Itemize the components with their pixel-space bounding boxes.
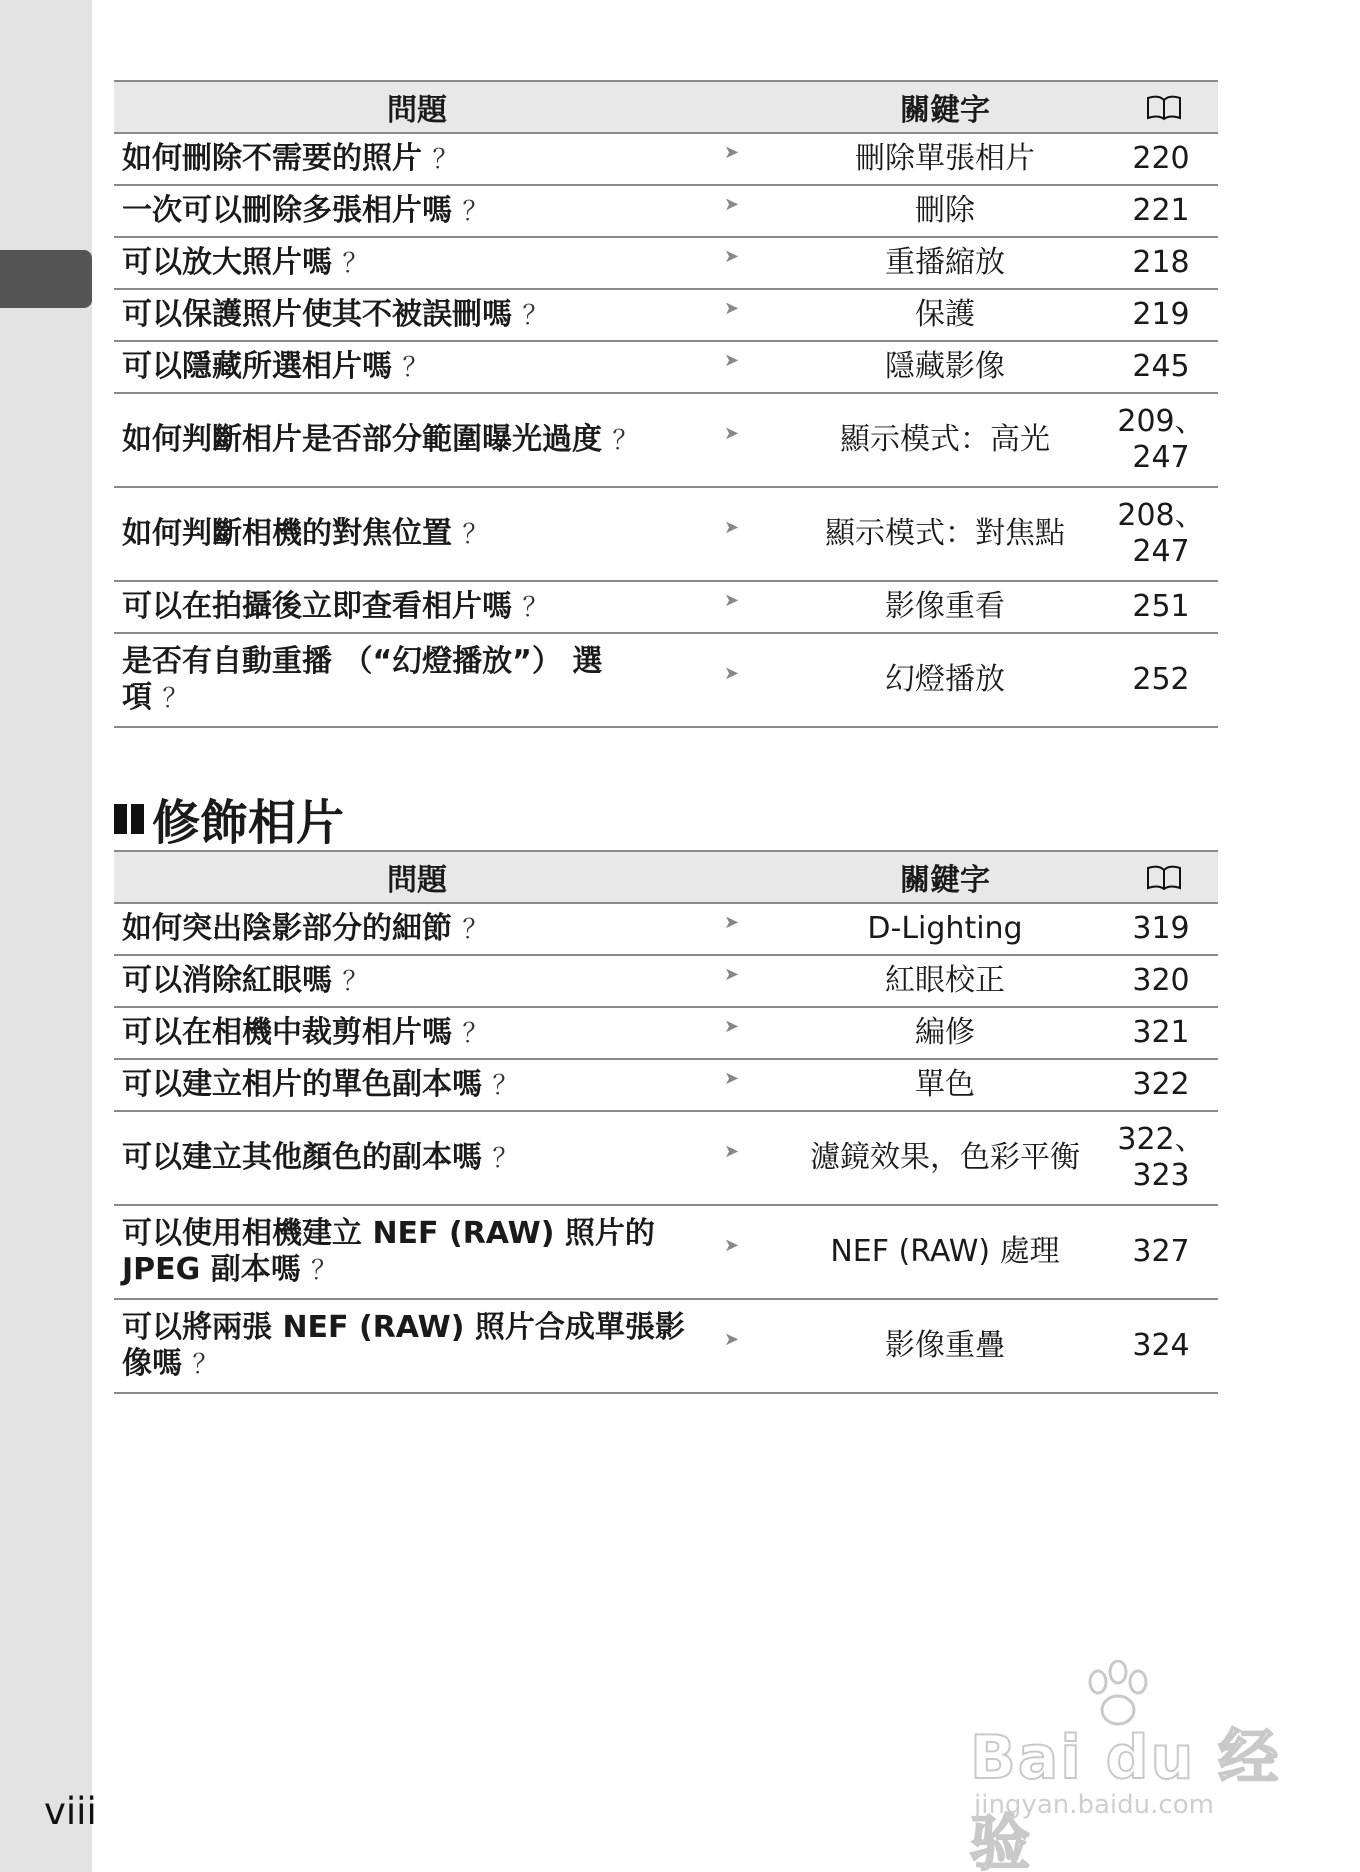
keyword-cell (780, 1007, 1110, 1059)
question-text: 可以放大照片嗎 (122, 244, 332, 280)
retouch-faq-table (114, 850, 1218, 1394)
keyword-text: D-Lighting (867, 911, 1023, 946)
question-text: 可以保護照片使其不被誤刪嗎 (122, 296, 512, 332)
section-title: 修飾相片 (152, 795, 345, 851)
arrow-cell (720, 289, 780, 341)
question-cell (114, 1007, 720, 1059)
question-text: 可以使用相機建立 NEF (RAW) 照片的 (122, 1215, 655, 1251)
table-header-row (114, 851, 1218, 903)
arrow-icon: ➤ (724, 912, 740, 933)
keyword-cell (780, 581, 1110, 633)
page-cell[interactable] (1110, 633, 1218, 727)
question-text: 項 (122, 679, 152, 715)
page-cell[interactable] (1110, 1299, 1218, 1393)
section-heading (114, 784, 344, 853)
keyword-text: 顯示模式：高光 (840, 422, 1050, 457)
keyword-cell (780, 289, 1110, 341)
question-cell (114, 185, 720, 237)
page-ref: 220 (1132, 141, 1190, 176)
keyword-text: 隱藏影像 (885, 349, 1005, 384)
question-text: 如何刪除不需要的照片 (122, 140, 422, 176)
keyword-text: 影像重看 (885, 589, 1005, 624)
page-cell[interactable] (1110, 1007, 1218, 1059)
arrow-icon: ➤ (724, 663, 740, 684)
arrow-cell (720, 487, 780, 581)
table-row (114, 1007, 1218, 1059)
page-ref: 320 (1132, 963, 1190, 998)
question-cell (114, 393, 720, 487)
arrow-icon: ➤ (724, 590, 740, 611)
table-row (114, 487, 1218, 581)
page-cell[interactable] (1110, 1111, 1218, 1205)
arrow-icon: ➤ (724, 964, 740, 985)
arrow-icon: ➤ (724, 1141, 740, 1162)
keyword-header: 關鍵字 (780, 851, 1110, 903)
keyword-text: 編修 (915, 1015, 975, 1050)
page-ref: 323 (1132, 1158, 1190, 1193)
table-row (114, 581, 1218, 633)
table-row (114, 133, 1218, 185)
arrow-cell (720, 1059, 780, 1111)
question-text: 可以建立相片的單色副本嗎 (122, 1066, 482, 1102)
keyword-text: 刪除 (915, 193, 975, 228)
keyword-text: 紅眼校正 (885, 963, 1005, 998)
keyword-cell (780, 487, 1110, 581)
arrow-cell (720, 133, 780, 185)
keyword-cell (780, 237, 1110, 289)
table-row (114, 1205, 1218, 1299)
keyword-cell (780, 185, 1110, 237)
page-ref: 219 (1132, 297, 1190, 332)
question-cell (114, 1111, 720, 1205)
page-ref: 322、 (1117, 1122, 1205, 1157)
arrow-header (720, 851, 780, 903)
arrow-icon: ➤ (724, 246, 740, 267)
question-cell (114, 133, 720, 185)
page-cell[interactable] (1110, 1059, 1218, 1111)
page-cell[interactable] (1110, 1205, 1218, 1299)
arrow-icon: ➤ (724, 298, 740, 319)
page-ref: 209、 (1117, 404, 1205, 439)
question-mark: ？ (432, 144, 459, 175)
page-header (1110, 81, 1218, 133)
question-text: 像嗎 (122, 1345, 182, 1381)
question-cell (114, 237, 720, 289)
question-text: 是否有自動重播 （“幻燈播放”） 選 (122, 643, 603, 679)
table-row (114, 1111, 1218, 1205)
arrow-cell (720, 185, 780, 237)
question-mark: ？ (522, 300, 549, 331)
arrow-icon: ➤ (724, 1016, 740, 1037)
arrow-cell (720, 1205, 780, 1299)
question-cell (114, 1299, 720, 1393)
arrow-cell (720, 1007, 780, 1059)
page-cell[interactable] (1110, 581, 1218, 633)
table-row (114, 393, 1218, 487)
question-text: 可以隱藏所選相片嗎 (122, 348, 392, 384)
arrow-header (720, 81, 780, 133)
table-row (114, 341, 1218, 393)
arrow-cell (720, 393, 780, 487)
keyword-text: 影像重疊 (885, 1328, 1005, 1363)
page-ref: 251 (1132, 589, 1190, 624)
book-icon (1146, 860, 1182, 895)
arrow-cell (720, 341, 780, 393)
page-cell[interactable] (1110, 393, 1218, 487)
question-mark: ？ (522, 592, 549, 623)
page-ref: 321 (1132, 1015, 1190, 1050)
keyword-cell (780, 1205, 1110, 1299)
page-ref: 322 (1132, 1067, 1190, 1102)
keyword-cell (780, 393, 1110, 487)
page-cell[interactable] (1110, 185, 1218, 237)
keyword-cell (780, 1111, 1110, 1205)
watermark-url: jingyan.baidu.com (974, 1790, 1214, 1820)
chapter-tab (0, 250, 92, 308)
arrow-icon: ➤ (724, 194, 740, 215)
question-mark: ？ (192, 1349, 219, 1380)
keyword-text: NEF (RAW) 處理 (830, 1234, 1060, 1269)
arrow-cell (720, 955, 780, 1007)
question-mark: ？ (492, 1070, 519, 1101)
question-cell (114, 487, 720, 581)
keyword-text: 顯示模式：對焦點 (825, 516, 1065, 551)
book-icon (1146, 90, 1182, 125)
question-cell (114, 1205, 720, 1299)
question-cell (114, 955, 720, 1007)
arrow-icon: ➤ (724, 350, 740, 371)
keyword-text: 單色 (915, 1067, 975, 1102)
arrow-icon: ➤ (724, 1235, 740, 1256)
page-ref: 245 (1132, 349, 1190, 384)
keyword-text: 濾鏡效果，色彩平衡 (810, 1140, 1080, 1175)
question-text: 可以將兩張 NEF (RAW) 照片合成單張影 (122, 1309, 685, 1345)
question-mark: ？ (462, 1018, 489, 1049)
question-text: 可以建立其他顏色的副本嗎 (122, 1139, 482, 1175)
question-cell (114, 903, 720, 955)
table-header-row (114, 81, 1218, 133)
keyword-header: 關鍵字 (780, 81, 1110, 133)
table-row (114, 633, 1218, 727)
page-cell[interactable] (1110, 289, 1218, 341)
question-mark: ？ (492, 1143, 519, 1174)
question-mark: ？ (162, 683, 189, 714)
page-cell[interactable] (1110, 133, 1218, 185)
question-text: 可以消除紅眼嗎 (122, 962, 332, 998)
question-cell (114, 581, 720, 633)
page-ref: 324 (1132, 1328, 1190, 1363)
keyword-text: 刪除單張相片 (855, 141, 1035, 176)
arrow-icon: ➤ (724, 1068, 740, 1089)
question-text: 一次可以刪除多張相片嗎 (122, 192, 452, 228)
keyword-cell (780, 955, 1110, 1007)
question-mark: ？ (612, 425, 639, 456)
page-header (1110, 851, 1218, 903)
question-mark: ？ (342, 248, 369, 279)
page-ref: 221 (1132, 193, 1190, 228)
arrow-icon: ➤ (724, 423, 740, 444)
page-ref: 252 (1132, 662, 1190, 697)
page-ref: 218 (1132, 245, 1190, 280)
question-text: 如何判斷相片是否部分範圍曝光過度 (122, 421, 602, 457)
question-cell (114, 289, 720, 341)
table-row (114, 185, 1218, 237)
table-row (114, 1059, 1218, 1111)
keyword-cell (780, 1059, 1110, 1111)
arrow-icon: ➤ (724, 1329, 740, 1350)
watermark (960, 1660, 1290, 1872)
question-cell (114, 633, 720, 727)
page-cell[interactable] (1110, 341, 1218, 393)
table-row (114, 903, 1218, 955)
table-row (114, 237, 1218, 289)
page-ref: 247 (1132, 534, 1190, 569)
page-cell[interactable] (1110, 903, 1218, 955)
question-header: 問題 (114, 81, 720, 133)
arrow-cell (720, 237, 780, 289)
page-number: viii (44, 1790, 97, 1833)
arrow-icon: ➤ (724, 517, 740, 538)
keyword-text: 保護 (915, 297, 975, 332)
arrow-cell (720, 633, 780, 727)
arrow-icon: ➤ (724, 142, 740, 163)
question-text: JPEG 副本嗎 (122, 1251, 301, 1287)
page-ref: 327 (1132, 1234, 1190, 1269)
page-cell[interactable] (1110, 955, 1218, 1007)
keyword-text: 幻燈播放 (885, 662, 1005, 697)
arrow-cell (720, 1299, 780, 1393)
page-ref: 208、 (1117, 498, 1205, 533)
keyword-cell (780, 133, 1110, 185)
question-mark: ？ (462, 519, 489, 550)
arrow-cell (720, 581, 780, 633)
question-mark: ？ (311, 1255, 338, 1286)
question-header: 問題 (114, 851, 720, 903)
playback-faq-table (114, 80, 1218, 728)
question-text: 如何突出陰影部分的細節 (122, 910, 452, 946)
question-text: 如何判斷相機的對焦位置 (122, 515, 452, 551)
keyword-cell (780, 903, 1110, 955)
question-text: 可以在相機中裁剪相片嗎 (122, 1014, 452, 1050)
keyword-cell (780, 633, 1110, 727)
keyword-cell (780, 341, 1110, 393)
keyword-cell (780, 1299, 1110, 1393)
page-cell[interactable] (1110, 237, 1218, 289)
question-mark: ？ (342, 966, 369, 997)
table-row (114, 289, 1218, 341)
section-marker (114, 804, 144, 834)
arrow-cell (720, 1111, 780, 1205)
question-mark: ？ (462, 196, 489, 227)
page-ref: 319 (1132, 911, 1190, 946)
question-mark: ？ (462, 914, 489, 945)
question-cell (114, 341, 720, 393)
question-mark: ？ (402, 352, 429, 383)
page-ref: 247 (1132, 440, 1190, 475)
table-row (114, 955, 1218, 1007)
keyword-text: 重播縮放 (885, 245, 1005, 280)
question-cell (114, 1059, 720, 1111)
question-text: 可以在拍攝後立即查看相片嗎 (122, 588, 512, 624)
page-cell[interactable] (1110, 487, 1218, 581)
arrow-cell (720, 903, 780, 955)
table-row (114, 1299, 1218, 1393)
watermark-brand: Bai du 经验 (970, 1723, 1281, 1872)
